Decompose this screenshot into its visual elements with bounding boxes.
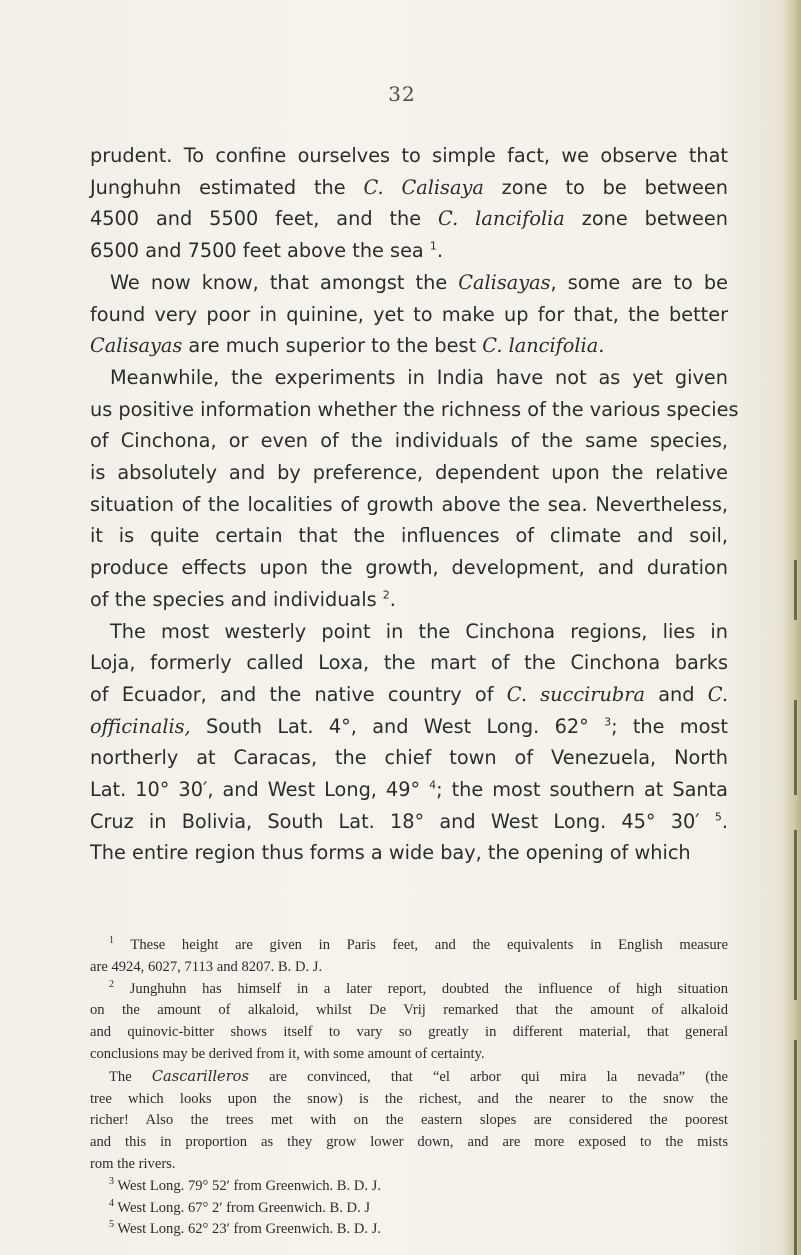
italic-text: C. succirubra	[506, 682, 645, 706]
footnote-line: $^2$ Junghuhn has himself in a later report, doubted the influence of high situation	[109, 978, 728, 997]
footnote-ref: 4	[109, 1197, 114, 1209]
footnote-line: richer! Also the trees met with on the eastern slopes are considered the poorest	[90, 1112, 728, 1129]
italic-text: C. Calisaya	[363, 175, 484, 199]
footnote-line: tree which looks upon the snow) is the richest, and the nearer to the snow the	[90, 1090, 728, 1107]
footnote-line: The Cascarilleros are convinced, that “el arbor qui mira la nevada” (the	[109, 1067, 728, 1085]
footnote-line: on the amount of alkaloid, whilst De Vrij remarked that the amount of alkaloid	[90, 1002, 728, 1019]
body-line: found very poor in quinine, yet to make up for that, the better	[90, 302, 728, 326]
edge-mark	[794, 560, 797, 620]
page-number: 32	[388, 82, 416, 106]
body-line: of Ecuador, and the native country of C. succirubra and C.	[90, 682, 728, 706]
footnote-line: and quinovic-bitter shows itself to vary so greatly in different material, that general	[90, 1024, 728, 1041]
body-line: Loja, formerly called Loxa, the mart of the Cinchona barks	[90, 651, 728, 675]
italic-text: Calisayas	[90, 334, 183, 358]
body-line: Calisayas are much superior to the best C. lancifolia.	[90, 334, 605, 358]
footnote-line: and this in proportion as they grow lower down, and are more exposed to the mists	[90, 1134, 728, 1151]
body-line: Junghuhn estimated the C. Calisaya zone to be between	[90, 175, 728, 199]
page-edge	[783, 0, 801, 1255]
footnote-ref: 2	[382, 588, 390, 602]
body-line: Cruz in Bolivia, South Lat. 18° and West Long. 45° 30′ $^5$.	[90, 809, 728, 833]
footnote-line: $^5$ West Long. 62° 23′ from Greenwich. B. D. J.	[109, 1219, 381, 1238]
footnote-ref: 5	[109, 1219, 114, 1231]
body-line: produce effects upon the growth, development, and duration	[90, 556, 728, 580]
body-line: it is quite certain that the influences of climate and soil,	[90, 524, 728, 548]
body-line: 4500 and 5500 feet, and the C. lancifolia zone between	[90, 207, 728, 231]
body-line: situation of the localities of growth above the sea. Nevertheless,	[90, 492, 728, 516]
edge-mark	[794, 700, 797, 795]
body-line: The most westerly point in the Cinchona regions, lies in	[110, 619, 728, 643]
italic-text: officinalis,	[90, 714, 191, 738]
footnote-line: are 4924, 6027, 7113 and 8207. B. D. J.	[90, 958, 323, 975]
italic-text: Cascarilleros	[151, 1067, 249, 1085]
footnote-line: $^1$ These height are given in Paris feet, and the equivalents in English measure	[109, 935, 728, 953]
body-line: of the species and individuals $^2$.	[90, 587, 396, 611]
footnote-line: conclusions may be derived from it, with some amount of certainty.	[90, 1045, 485, 1062]
footnotes	[90, 935, 728, 1241]
body-line: The entire region thus forms a wide bay, the opening of which	[90, 841, 691, 865]
footnote-ref: 3	[604, 715, 612, 729]
body-line: Lat. 10° 30′, and West Long, 49° $^4$; the most southern at Santa	[90, 778, 728, 802]
body-line: Meanwhile, the experiments in India have not as yet given	[110, 365, 728, 389]
body-line: 6500 and 7500 feet above the sea $^1$.	[90, 239, 444, 263]
footnote-ref: 1	[429, 239, 437, 253]
footnote-line: $^4$ West Long. 67° 2′ from Greenwich. B. D. J	[109, 1197, 371, 1216]
body-line: officinalis, South Lat. 4°, and West Long. 62° $^3$; the most	[90, 714, 728, 738]
body-line: We now know, that amongst the Calisayas, some are to be	[110, 270, 728, 294]
body-line: is absolutely and by preference, dependent upon the relative	[90, 461, 728, 485]
body-line: of Cinchona, or even of the individuals of the same species,	[90, 429, 728, 453]
italic-text: C. lancifolia.	[482, 334, 605, 358]
body-line: prudent. To confine ourselves to simple fact, we observe that	[90, 144, 728, 167]
body-line: northerly at Caracas, the chief town of Venezuela, North	[90, 746, 728, 770]
footnote-ref: 5	[714, 810, 722, 824]
body-text	[90, 140, 739, 869]
italic-text: C.	[707, 682, 728, 706]
edge-mark	[794, 830, 797, 1000]
footnote-ref: 1	[109, 935, 114, 947]
footnote-line: rom the rivers.	[90, 1155, 176, 1172]
italic-text: C. lancifolia	[438, 207, 565, 231]
footnote-ref: 3	[109, 1175, 114, 1187]
footnote-ref: 4	[429, 778, 437, 792]
body-line: us positive information whether the richness of the various species	[90, 397, 739, 421]
footnote-line: $^3$ West Long. 79° 52′ from Greenwich. B. D. J.	[109, 1175, 381, 1194]
edge-mark	[794, 1040, 797, 1255]
italic-text: Calisayas	[458, 270, 551, 294]
footnote-ref: 2	[109, 978, 114, 990]
